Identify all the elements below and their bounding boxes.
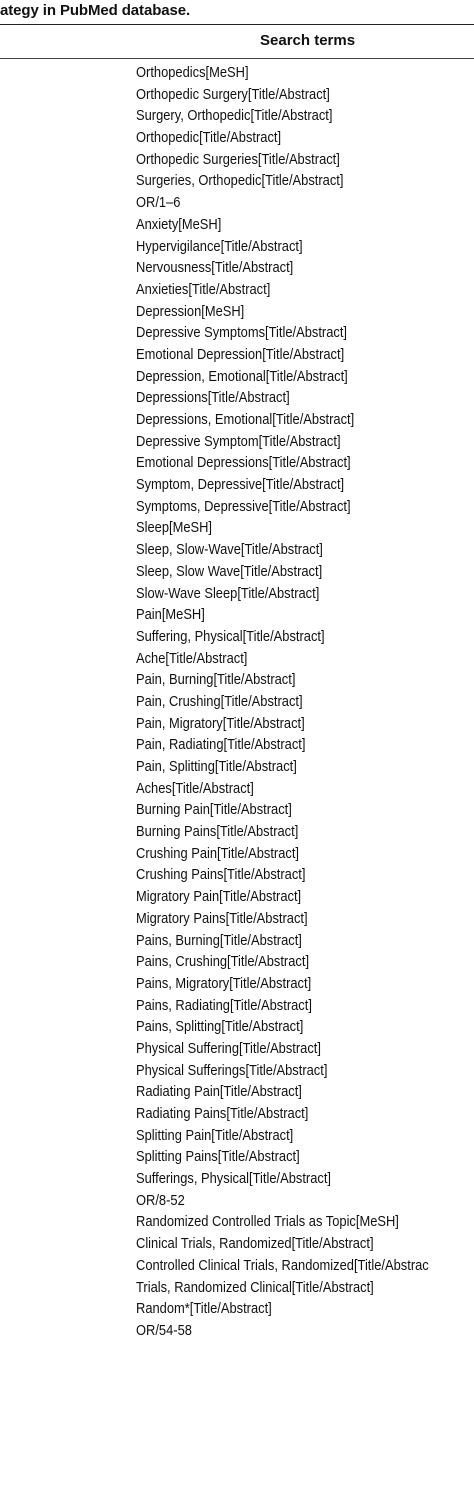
search-term-row: Depressive Symptom[Title/Abstract] — [136, 432, 341, 450]
search-term-row: Depressions, Emotional[Title/Abstract] — [136, 411, 355, 428]
search-term-row: OR/8-52 — [136, 1191, 185, 1209]
search-term-row: Anxiety[MeSH] — [136, 215, 222, 233]
search-term-row: Pains, Migratory[Title/Abstract] — [136, 974, 312, 992]
search-term-row: Randomized Controlled Trials as Topic[MeSH] — [136, 1213, 399, 1231]
search-term-row: Orthopedic Surgery[Title/Abstract] — [136, 85, 330, 103]
search-term-row: Suffering, Physical[Title/Abstract] — [136, 627, 325, 645]
search-term-row: Migratory Pain[Title/Abstract] — [136, 888, 302, 906]
search-term-row: Trials, Randomized Clinical[Title/Abstract] — [136, 1278, 374, 1296]
search-term-row: Depression, Emotional[Title/Abstract] — [136, 367, 348, 385]
search-term-row: Radiating Pain[Title/Abstract] — [136, 1083, 302, 1101]
search-term-row: Emotional Depression[Title/Abstract] — [136, 345, 345, 363]
search-term-row: Pain, Splitting[Title/Abstract] — [136, 758, 297, 775]
search-term-row: OR/54-58 — [136, 1321, 192, 1339]
search-term-row: Splitting Pains[Title/Abstract] — [136, 1148, 300, 1166]
search-term-row: Pains, Burning[Title/Abstract] — [136, 931, 302, 949]
search-term-row: Crushing Pain[Title/Abstract] — [136, 844, 299, 862]
search-term-row: Crushing Pains[Title/Abstract] — [136, 866, 306, 884]
search-term-row: Symptom, Depressive[Title/Abstract] — [136, 476, 345, 494]
search-term-row: Pains, Crushing[Title/Abstract] — [136, 953, 310, 971]
search-term-row: Random*[Title/Abstract] — [136, 1300, 272, 1318]
search-term-row: Orthopedic[Title/Abstract] — [136, 129, 282, 147]
search-term-row: Burning Pains[Title/Abstract] — [136, 823, 299, 841]
search-term-row: Clinical Trials, Randomized[Title/Abstract] — [136, 1235, 374, 1253]
search-term-row: Symptoms, Depressive[Title/Abstract] — [136, 497, 351, 515]
search-term-row: Pain, Migratory[Title/Abstract] — [136, 714, 305, 732]
search-term-row: Slow-Wave Sleep[Title/Abstract] — [136, 584, 320, 602]
search-term-row: Surgery, Orthopedic[Title/Abstract] — [136, 107, 333, 125]
search-term-row: Splitting Pain[Title/Abstract] — [136, 1126, 294, 1144]
search-term-row: Pains, Radiating[Title/Abstract] — [136, 996, 312, 1014]
search-term-row: Pain, Radiating[Title/Abstract] — [136, 736, 306, 754]
search-term-row: Pain, Crushing[Title/Abstract] — [136, 692, 303, 710]
search-terms-header: Search terms — [260, 32, 356, 49]
search-term-row: Sleep, Slow-Wave[Title/Abstract] — [136, 541, 323, 559]
search-term-row: Sleep[MeSH] — [136, 519, 213, 537]
search-term-row: Orthopedics[MeSH] — [136, 64, 249, 81]
search-term-row: Pain, Burning[Title/Abstract] — [136, 671, 296, 689]
search-term-row: Aches[Title/Abstract] — [136, 779, 254, 797]
search-term-row: Burning Pain[Title/Abstract] — [136, 801, 292, 819]
search-term-row: OR/1–6 — [136, 194, 181, 212]
table-top-rule — [0, 24, 474, 25]
search-term-row: Hypervigilance[Title/Abstract] — [136, 237, 303, 255]
search-term-row: Ache[Title/Abstract] — [136, 649, 248, 667]
search-term-row: Depression[MeSH] — [136, 302, 245, 320]
search-term-row: Nervousness[Title/Abstract] — [136, 259, 294, 277]
search-terms-list — [136, 62, 474, 1342]
search-term-row: Sufferings, Physical[Title/Abstract] — [136, 1170, 332, 1188]
search-term-row: Pain[MeSH] — [136, 606, 205, 624]
search-term-row: Radiating Pains[Title/Abstract] — [136, 1105, 309, 1122]
search-term-row: Pains, Splitting[Title/Abstract] — [136, 1018, 304, 1036]
search-term-row: Anxieties[Title/Abstract] — [136, 280, 271, 298]
search-term-row: Surgeries, Orthopedic[Title/Abstract] — [136, 172, 344, 190]
search-term-row: Physical Sufferings[Title/Abstract] — [136, 1061, 328, 1079]
search-term-row: Migratory Pains[Title/Abstract] — [136, 909, 308, 927]
table-header — [0, 26, 474, 56]
header-rule — [0, 58, 474, 59]
search-term-row: Depressions[Title/Abstract] — [136, 389, 290, 407]
search-term-row: Physical Suffering[Title/Abstract] — [136, 1039, 321, 1057]
search-term-row: Depressive Symptoms[Title/Abstract] — [136, 324, 348, 342]
table-caption: ategy in PubMed database. — [0, 2, 191, 19]
search-term-row: Controlled Clinical Trials, Randomized[Title/Abstrac — [136, 1256, 429, 1274]
search-term-row: Emotional Depressions[Title/Abstract] — [136, 454, 351, 472]
search-term-row: Sleep, Slow Wave[Title/Abstract] — [136, 562, 323, 580]
search-term-row: Orthopedic Surgeries[Title/Abstract] — [136, 150, 340, 168]
